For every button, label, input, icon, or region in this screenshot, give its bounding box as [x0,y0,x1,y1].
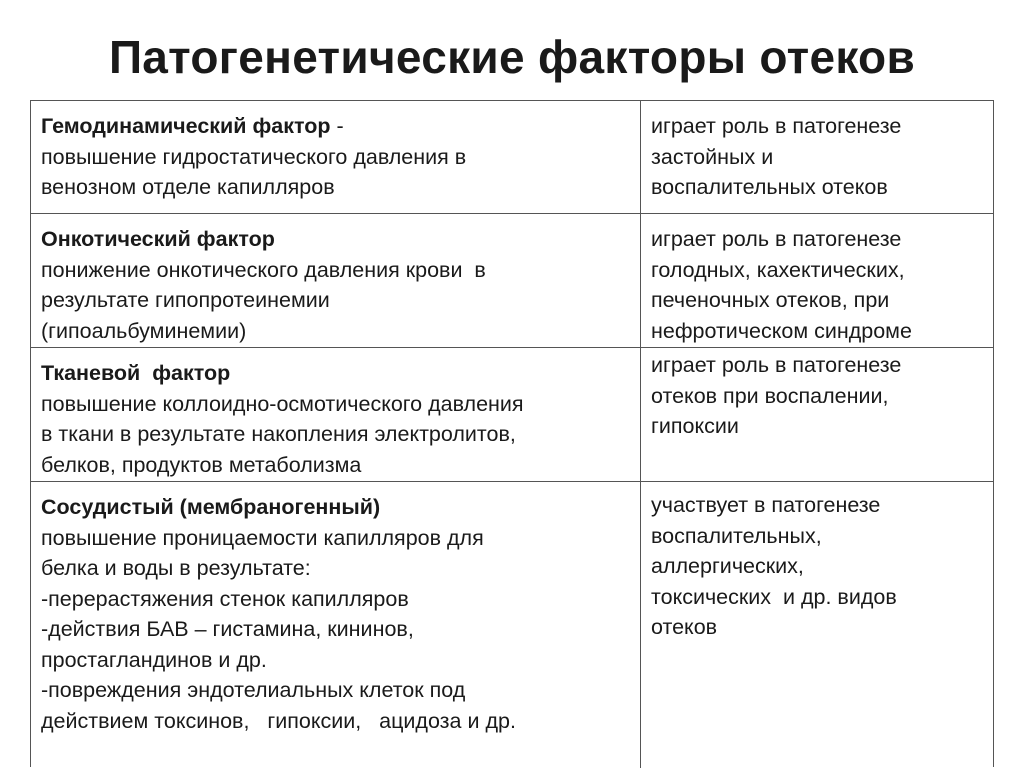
table-row [31,101,993,214]
role-cell [641,482,993,768]
description-line: белков, продуктов метаболизма [41,452,362,477]
factor-cell [31,482,641,768]
factor-cell [31,101,641,213]
description-line: простагландинов и др. [41,647,267,672]
role-line: токсических и др. видов [651,584,897,609]
description-line: -действия БАВ – гистамина, кининов, [41,617,414,641]
role-line: печеночных отеков, при [651,288,890,312]
description-line: повышение коллоидно-осмотического давления [41,391,524,416]
page-title: Патогенетические факторы отеков [108,31,916,83]
factor-name: Сосудистый (мембраногенный) [41,495,381,519]
role-line: голодных, кахектических, [651,257,905,282]
description-line: повышение гидростатического давления в [41,144,467,169]
role-line: играет роль в патогенезе [651,227,902,251]
role-line: отеков при воспалении, [651,383,889,408]
description-line: -повреждения эндотелиальных клеток под [41,678,466,702]
role-line: играет роль в патогенезе [651,353,902,377]
factor-suffix: - [330,114,344,138]
table-row [31,214,993,348]
description-line: (гипоальбуминемии) [41,318,247,343]
role-line: отеков [651,615,718,639]
description-line: результате гипопротеинемии [41,288,330,312]
description-line: действием токсинов, гипоксии, ацидоза и др. [41,708,516,733]
role-cell [641,348,993,481]
factor-name: Гемодинамический фактор [41,114,331,138]
description-line: повышение проницаемости капилляров для [41,525,484,550]
table-row [31,348,993,482]
description-line: венозном отделе капилляров [41,175,335,199]
role-line: гипоксии [651,414,739,438]
description-line: белка и воды в результате: [41,556,311,580]
role-line: воспалительных отеков [651,175,888,199]
description-line: понижение онкотического давления крови в [41,257,486,282]
factor-name: Онкотический фактор [41,227,275,251]
role-line: застойных и [651,144,774,169]
role-cell [641,214,993,347]
factor-name: Тканевой фактор [41,361,231,385]
role-line: играет роль в патогенезе [651,114,902,138]
role-line: нефротическом синдроме [651,318,912,343]
description-line: -перерастяжения стенок капилляров [41,586,409,611]
factor-cell [31,348,641,481]
role-line: аллергических, [651,554,804,578]
description-line: в ткани в результате накопления электролитов, [41,422,516,446]
factor-cell [31,214,641,347]
factors-table [30,100,994,767]
role-cell [641,101,993,213]
role-line: участвует в патогенезе [651,493,881,517]
table-row [31,482,993,768]
factor-heading [41,111,640,142]
role-line: воспалительных, [651,523,822,548]
